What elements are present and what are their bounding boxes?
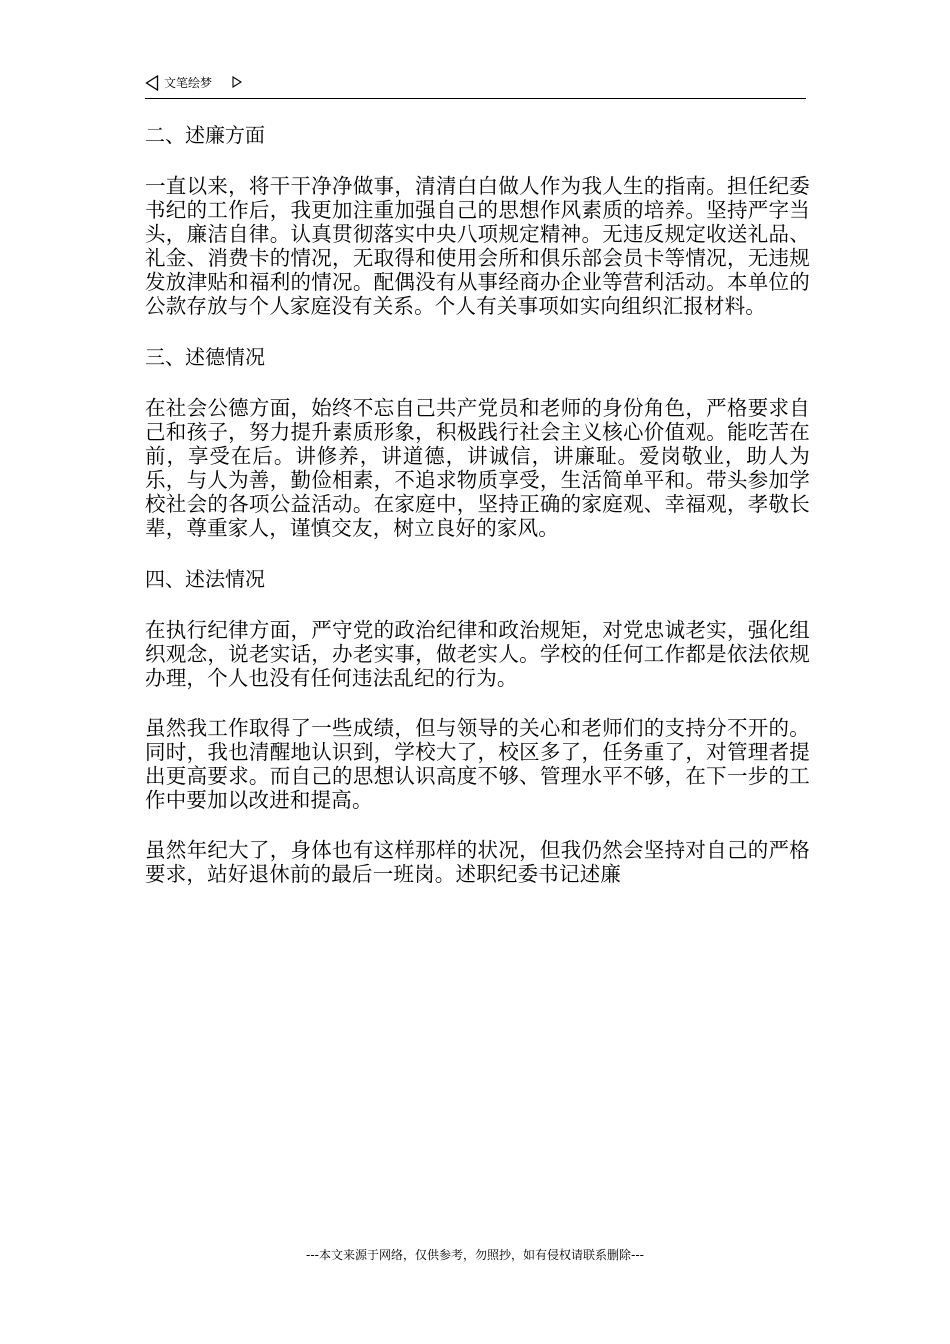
section-heading-lian: 二、述廉方面 (145, 123, 265, 147)
right-triangle-arrow-icon (232, 76, 242, 88)
left-triangle-arrow-icon (145, 75, 159, 91)
page-footer: ---本文来源于网络，仅供参考，勿照抄，如有侵权请联系删除--- (306, 1248, 644, 1262)
document-body (145, 122, 810, 912)
paragraph-de: 在社会公德方面，始终不忘自己共产党员和老师的身份角色，严格要求自己和孩子，努力提升素质形象，积极践行社会主义核心价值观。能吃苦在前，享受在后。讲修养，讲道德，讲诚信，讲廉耻。爱岗敬业，助人为乐，与人为善，勤俭相素，不追求物质享受，生活简单平和。带头参加学校社会的各项公益活动。在家庭中，坚持正确的家庭观、幸福观，孝敬长辈，尊重家人，谨慎交友，树立良好的家风。 (145, 396, 810, 540)
paragraph-lian: 一直以来，将干干净净做事，清清白白做人作为我人生的指南。担任纪委书纪的工作后，我更加注重加强自己的思想作风素质的培养。坚持严字当头，廉洁自律。认真贯彻落实中央八项规定精神。无违反规定收送礼品、礼金、消费卡的情况，无取得和使用会所和俱乐部会员卡等情况，无违规发放津贴和福利的情况。配偶没有从事经商办企业等营利活动。本单位的公款存放与个人家庭没有关系。个人有关事项如实向组织汇报材料。 (145, 174, 810, 318)
header-title: 文笔绘梦 (164, 76, 213, 90)
paragraph-fa-discipline: 在执行纪律方面，严守党的政治纪律和政治规矩，对党忠诚老实，强化组织观念，说老实话，办老实事，做老实人。学校的任何工作都是依法依规办理，个人也没有任何违法乱纪的行为。 (145, 618, 810, 690)
section-heading-fa: 四、述法情况 (145, 567, 265, 591)
page-header (145, 72, 806, 99)
paragraph-fa-achievements: 虽然我工作取得了一些成绩，但与领导的关心和老师们的支持分不开的。同时，我也清醒地认识到，学校大了，校区多了，任务重了，对管理者提出更高要求。而自己的思想认识高度不够、管理水平不够，在下一步的工作中要加以改进和提高。 (145, 716, 810, 812)
paragraph-fa-closing: 虽然年纪大了，身体也有这样那样的状况，但我仍然会坚持对自己的严格要求，站好退休前的最后一班岗。述职纪委书记述廉 (145, 838, 810, 886)
section-heading-de: 三、述德情况 (145, 345, 265, 369)
